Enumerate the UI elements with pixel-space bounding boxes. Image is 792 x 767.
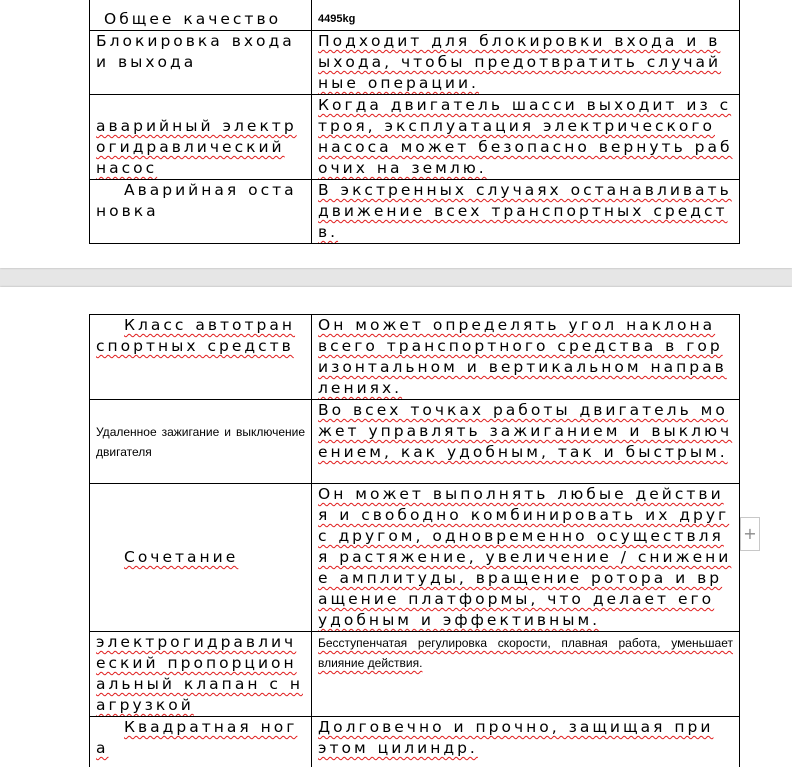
table-cell-label[interactable] [90,180,312,244]
table-cell-label[interactable] [90,632,312,717]
table-cell-value[interactable] [312,717,740,767]
table-cell-label[interactable] [90,484,312,632]
row-value: Подходит для блокировки входа и выхода, чтобы предотвратить случайные операции. [318,31,733,94]
row-label: электрогидравлический пропорциональный клапан с нагрузкой [96,632,305,716]
row-value: Во всех точках работы двигатель может управлять зажиганием и выключением, как удобным, так и быстрым. [318,400,733,463]
table-cell-value[interactable] [312,95,740,180]
table-row [90,717,740,767]
document-page-1 [0,0,792,268]
table-cell-value[interactable] [312,484,740,632]
table-cell-value[interactable] [312,315,740,400]
table-row [90,400,740,484]
spec-table-page-2 [89,314,740,767]
add-table-column-button[interactable] [740,517,760,551]
table-cell-value[interactable] [312,632,740,717]
row-value: 4495kg [318,8,733,30]
row-label: Класс автотранспортных средств [96,315,305,357]
table-cell-value[interactable] [312,400,740,484]
row-label: аварийный электрогидравлический насос [96,116,305,179]
row-label: Сочетание [96,547,305,568]
table-cell-label[interactable] [90,31,312,95]
row-label: Квадратная нога [96,717,305,759]
row-label: Удаленное зажигание и выключение двигателя [96,422,305,462]
document-page-2 [0,287,792,767]
table-cell-label[interactable] [90,95,312,180]
table-cell-value[interactable] [312,180,740,244]
table-cell-label[interactable] [90,717,312,767]
table-row [90,0,740,31]
row-label: Блокировка входа и выхода [96,31,305,73]
plus-icon: + [743,524,756,543]
table-row [90,484,740,632]
table-row [90,95,740,180]
table-row [90,31,740,95]
table-cell-label[interactable] [90,315,312,400]
spec-table-page-1 [89,0,740,244]
table-cell-label[interactable] [90,400,312,484]
table-cell-value[interactable] [312,31,740,95]
row-value: Бесступенчатая регулировка скорости, плавная работа, уменьшает влияние действия. [318,632,733,673]
row-value: Когда двигатель шасси выходит из строя, эксплуатация электрического насоса может безопасно вернуть рабочих на землю. [318,95,733,179]
row-value: Долговечно и прочно, защищая при этом цилиндр. [318,717,733,759]
table-row [90,180,740,244]
row-value: Он может определять угол наклона всего транспортного средства в горизонтальном и вертикальном направлениях. [318,315,733,399]
table-row [90,315,740,400]
row-label: Аварийная остановка [96,180,305,222]
table-cell-label[interactable] [90,0,312,31]
row-value: В экстренных случаях останавливать движение всех транспортных средств. [318,180,733,243]
row-label: Общее качество [96,9,305,30]
row-value: Он может выполнять любые действия и свободно комбинировать их друг с другом, одновременно осуществляя растяжение, увеличение / снижение амплитуды, вращение ротора и вращение платформы, что делает его удобным и эффективным. [318,484,733,631]
table-cell-value[interactable] [312,0,740,31]
table-row [90,632,740,717]
